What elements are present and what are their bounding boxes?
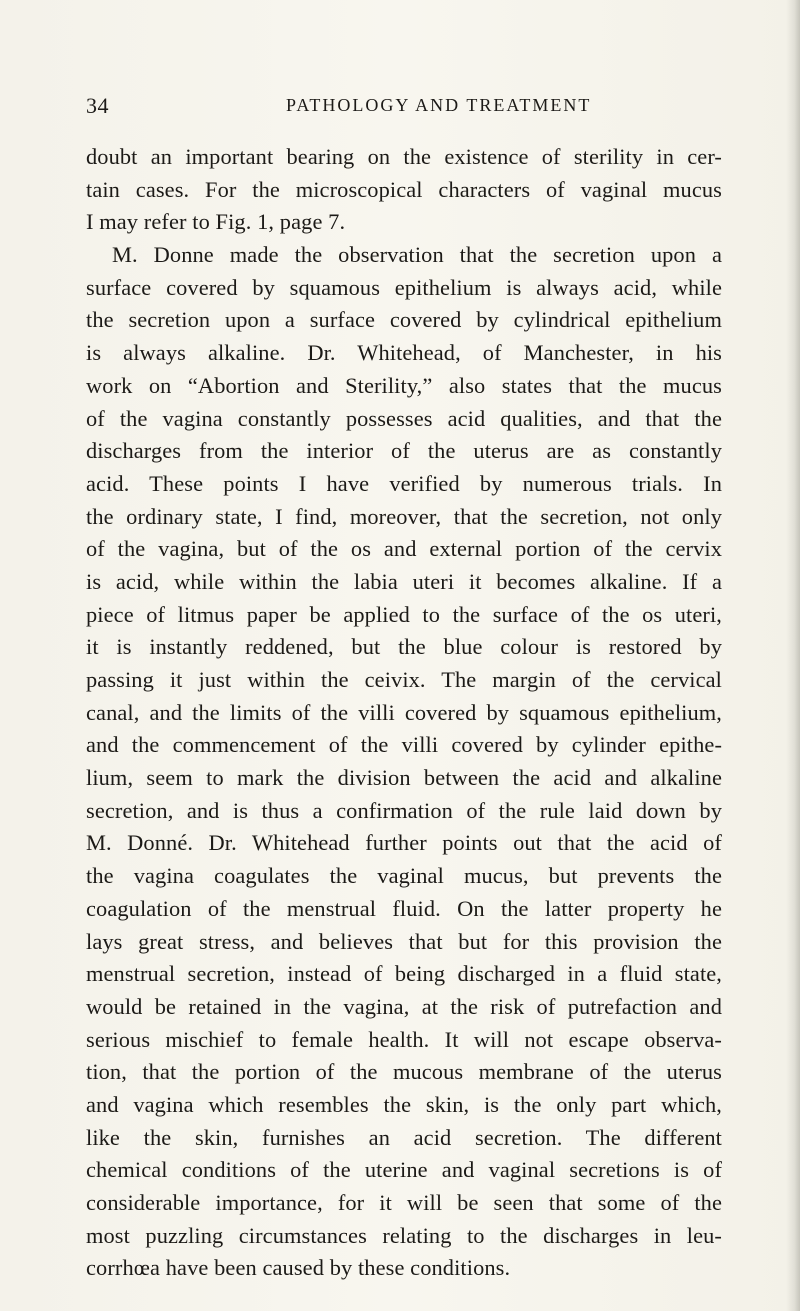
- text-line: it is instantly reddened, but the blue colour is restored by: [86, 634, 722, 660]
- body-text: [86, 141, 722, 1285]
- text-line: the vagina coagulates the vaginal mucus, but prevents the: [86, 863, 722, 889]
- text-line: the secretion upon a surface covered by cylindrical epithelium: [86, 307, 722, 333]
- text-line: serious mischief to female health. It will not escape observa-: [86, 1026, 722, 1052]
- running-header: [86, 93, 721, 123]
- text-line: considerable importance, for it will be seen that some of the: [86, 1190, 722, 1215]
- text-line: is always alkaline. Dr. Whitehead, of Manchester, in his: [86, 340, 722, 366]
- text-line: lium, seem to mark the division between the acid and alkaline: [86, 765, 722, 791]
- text-line: most puzzling circumstances relating to the discharges in leu-: [86, 1222, 722, 1248]
- text-line: work on “Abortion and Sterility,” also states that the mucus: [86, 372, 722, 398]
- text-line: canal, and the limits of the villi covered by squamous epithelium,: [86, 699, 722, 725]
- text-line: like the skin, furnishes an acid secretion. The different: [86, 1124, 722, 1150]
- text-line: surface covered by squamous epithelium is always acid, while: [86, 274, 722, 300]
- text-line: coagulation of the menstrual fluid. On the latter property he: [86, 895, 722, 921]
- text-line: piece of litmus paper be applied to the surface of the os uteri,: [86, 601, 722, 627]
- text-line: menstrual secretion, instead of being discharged in a fluid state,: [86, 961, 722, 987]
- text-line: secretion, and is thus a confirmation of the rule laid down by: [86, 797, 722, 823]
- page-number: 34: [86, 93, 109, 118]
- paragraph-start-line: M. Donne made the observation that the secretion upon a: [112, 242, 722, 268]
- text-line: tion, that the portion of the mucous membrane of the uterus: [86, 1059, 722, 1085]
- text-line: acid. These points I have verified by numerous trials. In: [86, 470, 722, 496]
- text-line: lays great stress, and believes that but for this provision the: [86, 928, 722, 954]
- text-line: and vagina which resembles the skin, is the only part which,: [86, 1091, 722, 1117]
- text-line: would be retained in the vagina, at the risk of putrefaction and: [86, 993, 722, 1019]
- text-line: of the vagina, but of the os and external portion of the cervix: [86, 536, 722, 562]
- text-line: chemical conditions of the uterine and vaginal secretions is of: [86, 1157, 722, 1183]
- text-line: doubt an important bearing on the existence of sterility in cer-: [86, 144, 722, 169]
- text-line: the ordinary state, I find, moreover, that the secretion, not only: [86, 503, 722, 529]
- text-line: of the vagina constantly possesses acid qualities, and that the: [86, 405, 722, 431]
- text-line: and the commencement of the villi covered by cylinder epithe-: [86, 732, 722, 758]
- text-line: is acid, while within the labia uteri it becomes alkaline. If a: [86, 568, 722, 594]
- text-line: M. Donné. Dr. Whitehead further points out that the acid of: [86, 830, 722, 856]
- text-line: discharges from the interior of the uterus are as constantly: [86, 438, 722, 464]
- running-header-title: PATHOLOGY AND TREATMENT: [286, 95, 592, 115]
- text-line: corrhœa have been caused by these conditions.: [86, 1255, 511, 1281]
- text-line: passing it just within the ceivix. The margin of the cervical: [86, 667, 722, 692]
- page-edge-shadow: [786, 0, 800, 1311]
- text-line: tain cases. For the microscopical characters of vaginal mucus: [86, 176, 722, 202]
- text-line: I may refer to Fig. 1, page 7.: [86, 209, 346, 235]
